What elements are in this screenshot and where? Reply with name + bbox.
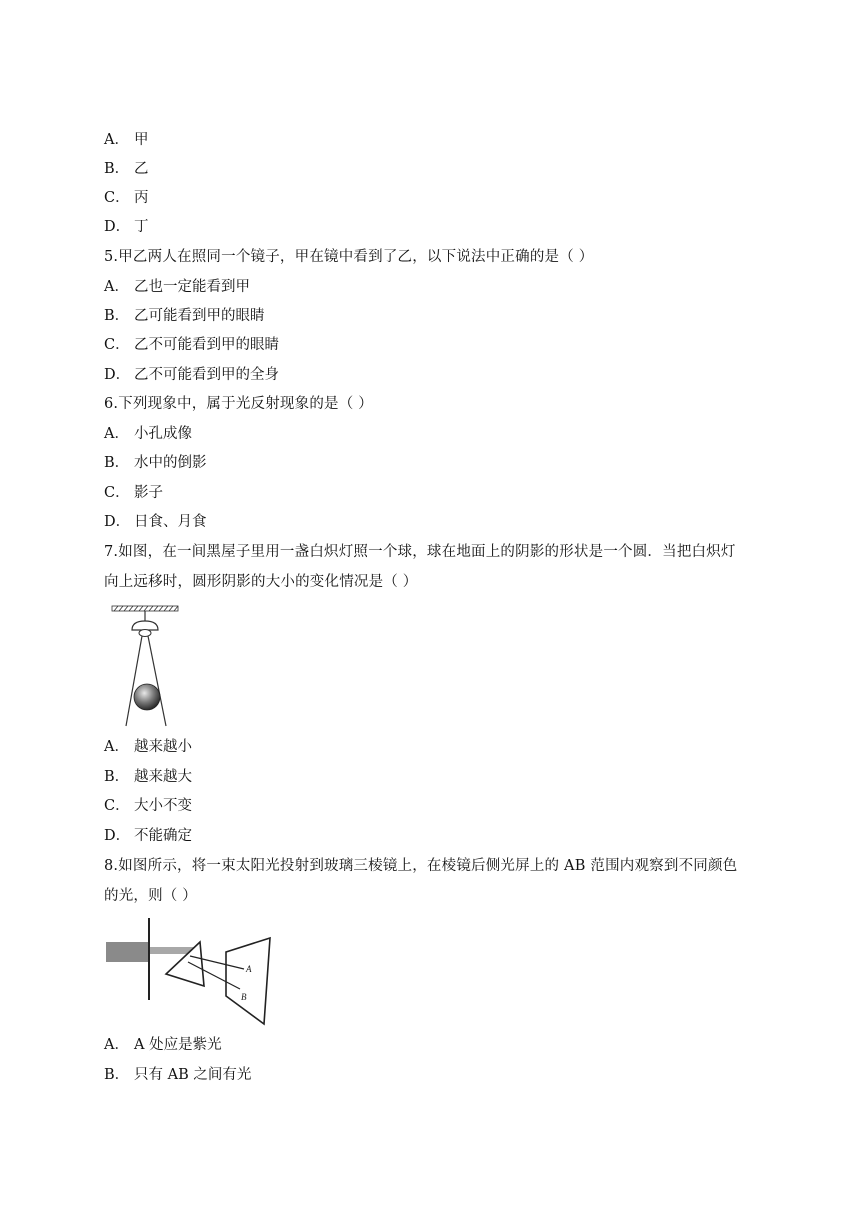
q7-option-d[interactable] [104, 826, 192, 846]
option-text: 影子 [134, 485, 163, 501]
q5-option-c[interactable] [104, 335, 279, 355]
option-text: 越来越大 [134, 769, 192, 785]
option-text: 不能确定 [134, 828, 192, 844]
q7-stem-line1: 7.如图，在一间黑屋子里用一盏白炽灯照一个球，球在地面上的阴影的形状是一个圆．当把白炽灯 [104, 544, 736, 560]
option-label: A． [104, 426, 129, 442]
option-label: D． [104, 219, 131, 235]
q6-option-b[interactable] [104, 453, 207, 473]
option-text: 丁 [134, 219, 149, 235]
light-ray-left [126, 636, 142, 726]
q7-option-b[interactable] [104, 767, 192, 787]
point-b-label: B [241, 992, 247, 1002]
q8-stem-line1: 8.如图所示，将一束太阳光投射到玻璃三棱镜上，在棱镜后侧光屏上的 AB 范围内观察到不同颜色 [104, 858, 738, 874]
q4-option-c[interactable] [104, 188, 149, 208]
q8-option-a[interactable] [104, 1035, 222, 1055]
ceiling-hatch [112, 606, 178, 611]
lamp-shade [132, 621, 158, 630]
lamp-ball-figure [108, 602, 184, 728]
sunlight-source [106, 942, 149, 962]
option-text: 只有 AB 之间有光 [134, 1067, 252, 1083]
option-text: 乙不可能看到甲的全身 [134, 367, 279, 383]
q4-option-d[interactable] [104, 217, 149, 237]
option-label: B． [104, 161, 130, 177]
q7-option-a[interactable] [104, 737, 192, 757]
option-label: C． [104, 485, 130, 501]
option-text: 乙可能看到甲的眼睛 [134, 308, 265, 324]
q4-option-b[interactable] [104, 159, 149, 179]
option-label: C． [104, 337, 130, 353]
light-ray-right [148, 636, 166, 726]
option-label: A． [104, 132, 129, 148]
option-label: B． [104, 769, 130, 785]
option-text: 乙也一定能看到甲 [134, 279, 250, 295]
option-text: 大小不变 [134, 798, 192, 814]
option-label: B． [104, 455, 130, 471]
option-label: D． [104, 828, 131, 844]
ball [134, 684, 160, 710]
q7-option-c[interactable] [104, 796, 192, 816]
option-text: 乙不可能看到甲的眼睛 [134, 337, 279, 353]
option-label: B． [104, 1067, 130, 1083]
light-screen [226, 938, 270, 1024]
option-text: A 处应是紫光 [134, 1037, 222, 1053]
q5-option-d[interactable] [104, 365, 279, 385]
q6-stem: 6.下列现象中，属于光反射现象的是（ ） [104, 396, 373, 412]
q5-option-a[interactable] [104, 277, 250, 297]
option-text: 水中的倒影 [134, 455, 207, 471]
point-a-label: A [246, 964, 252, 974]
q6-option-c[interactable] [104, 483, 163, 503]
q5-stem: 5.甲乙两人在照同一个镜子，甲在镜中看到了乙，以下说法中正确的是（ ） [104, 249, 594, 265]
option-label: D． [104, 514, 131, 530]
option-label: D． [104, 367, 131, 383]
option-text: 越来越小 [134, 739, 192, 755]
bulb [139, 630, 151, 637]
option-label: A． [104, 1037, 129, 1053]
option-label: C． [104, 798, 130, 814]
option-text: 小孔成像 [134, 426, 192, 442]
q5-option-b[interactable] [104, 306, 265, 326]
option-label: A． [104, 279, 129, 295]
q8-option-b[interactable] [104, 1065, 251, 1085]
q6-option-d[interactable] [104, 512, 207, 532]
option-text: 日食、月食 [134, 514, 207, 530]
option-text: 甲 [134, 132, 149, 148]
option-label: B． [104, 308, 130, 324]
q8-stem-line2: 的光，则（ ） [104, 888, 198, 904]
option-text: 乙 [134, 161, 149, 177]
option-label: C． [104, 190, 130, 206]
q4-option-a[interactable] [104, 130, 149, 150]
option-label: A． [104, 739, 129, 755]
q6-option-a[interactable] [104, 424, 192, 444]
q7-stem-line2: 向上远移时，圆形阴影的大小的变化情况是（ ） [104, 574, 418, 590]
prism-figure [104, 916, 276, 1028]
option-text: 丙 [134, 190, 149, 206]
